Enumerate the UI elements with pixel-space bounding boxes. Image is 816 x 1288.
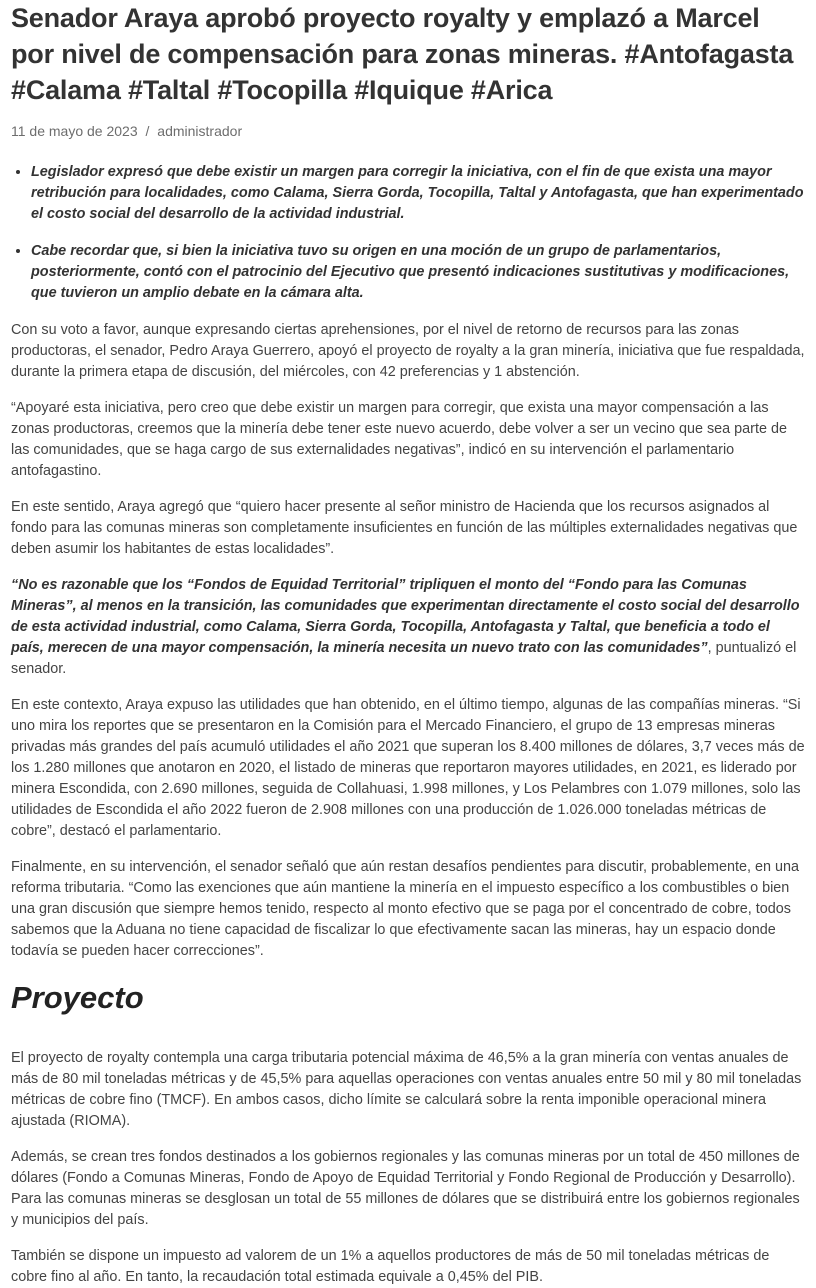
section-heading: Proyecto	[11, 980, 144, 1015]
paragraph: En este contexto, Araya expuso las utilidades que han obtenido, en el último tiempo, algunas de las compañías mineras. “Si uno mira los reportes que se presentaron en la Comisión para el Mercado Financiero, el grupo de 13 empresas mineras privadas más grandes del país acumuló utilidades el año 2021 que superan los 8.400 millones de dólares, 3,7 veces más de los 1.280 millones que anotaron en 2020, el listado de mineras que reportaron mayores utilidades, en 2021, es liderado por minera Escondida, con 2.690 millones, seguida de Collahuasi, 1.998 millones, y Los Pelambres con 1.079 millones, solo las utilidades de Escondida el año 2022 fueron de 2.908 millones con una producción de 1.026.000 toneladas métricas de cobre”, destacó el parlamentario.	[11, 697, 805, 839]
highlights-list	[11, 162, 805, 304]
author-link[interactable]: administrador	[157, 123, 243, 139]
article-title: Senador Araya aprobó proyecto royalty y emplazó a Marcel por nivel de compensación para zonas mineras. #Antofagasta #Calama #Taltal #Tocopilla #Iquique #Arica	[11, 3, 794, 105]
paragraph: “Apoyaré esta iniciativa, pero creo que debe existir un margen para corregir, que exista una mayor compensación a las zonas productoras, creemos que la minería debe tener este nuevo acuerdo, debe volver a ser un vecino que sea parte de las comunidades, que se haga cargo de sus externalidades negativas”, indicó en su intervención el parlamentario antofagastino.	[11, 400, 787, 479]
bold-quote: “No es razonable que los “Fondos de Equidad Territorial” tripliquen el monto del “Fondo para las Comunas Mineras”, al menos en la transición, las comunidades que experimentan directamente el costo social del desarrollo de esta actividad industrial, como Calama, Sierra Gorda, Tocopilla, Antofagasta y Taltal, que beneficia a todo el país, merecen de una mayor compensación, la minería necesita un nuevo trato con las comunidades”	[11, 577, 800, 656]
paragraph: Con su voto a favor, aunque expresando ciertas aprehensiones, por el nivel de retorno de recursos para las zonas productoras, el senador, Pedro Araya Guerrero, apoyó el proyecto de royalty a la gran minería, iniciativa que fue respaldada, durante la primera etapa de discusión, del miércoles, con 42 preferencias y 1 abstención.	[11, 322, 805, 380]
meta-separator: /	[145, 123, 150, 139]
paragraph-quote	[11, 575, 805, 680]
paragraph: El proyecto de royalty contempla una carga tributaria potencial máxima de 46,5% a la gran minería con ventas anuales de más de 80 mil toneladas métricas y de 45,5% para aquellas operaciones con ventas anuales entre 50 mil y 80 mil toneladas métricas de cobre fino (TMCF). En ambos casos, dicho límite se calculará sobre la renta imponible operacional minera ajustada (RIOMA).	[11, 1050, 802, 1129]
paragraph: Además, se crean tres fondos destinados a los gobiernos regionales y las comunas mineras por un total de 450 millones de dólares (Fondo a Comunas Mineras, Fondo de Apoyo de Equidad Territorial y Fondo Regional de Producción y Desarrollo). Para las comunas mineras se desglosan un total de 55 millones de dólares que se distribuirá entre los gobiernos regionales y municipios del país.	[11, 1149, 800, 1228]
highlight-item: • Cabe recordar que, si bien la iniciativa tuvo su origen en una moción de un grupo de parlamentarios, posteriormente, contó con el patrocinio del Ejecutivo que presentó indicaciones sustitutivas y modificaciones, que tuvieron un amplio debate en la cámara alta.	[31, 241, 805, 304]
quote-attribution: , puntualizó el senador.	[11, 640, 797, 677]
paragraph: Finalmente, en su intervención, el senador señaló que aún restan desafíos pendientes para discutir, probablemente, en una reforma tributaria. “Como las exenciones que aún mantiene la minería en el impuesto específico a los combustibles o bien una gran discusión que siempre hemos tenido, respecto al monto efectivo que se paga por el concentrado de cobre, todos sabemos que la Aduana no tiene capacidad de fiscalizar lo que efectivamente sacan las mineras, hay un espacio donde todavía se pueden hacer correcciones”.	[11, 859, 800, 959]
paragraph: También se dispone un impuesto ad valorem de un 1% a aquellos productores de más de 50 mil toneladas métricas de cobre fino al año. En tanto, la recaudación total estimada equivale a 0,45% del PIB.	[11, 1248, 770, 1285]
paragraph: En este sentido, Araya agregó que “quiero hacer presente al señor ministro de Hacienda que los recursos asignados al fondo para las comunas mineras son completamente insuficientes en función de las múltiples externalidades negativas que deben asumir los habitantes de estas localidades”.	[11, 499, 798, 557]
highlight-item: • Legislador expresó que debe existir un margen para corregir la iniciativa, con el fin de que exista una mayor retribución para localidades, como Calama, Sierra Gorda, Tocopilla, Taltal y Antofagasta, que han experimentado el costo social del desarrollo de la actividad industrial.	[31, 162, 805, 225]
post-meta	[11, 122, 805, 140]
post-date-link[interactable]: 11 de mayo de 2023	[11, 123, 138, 139]
